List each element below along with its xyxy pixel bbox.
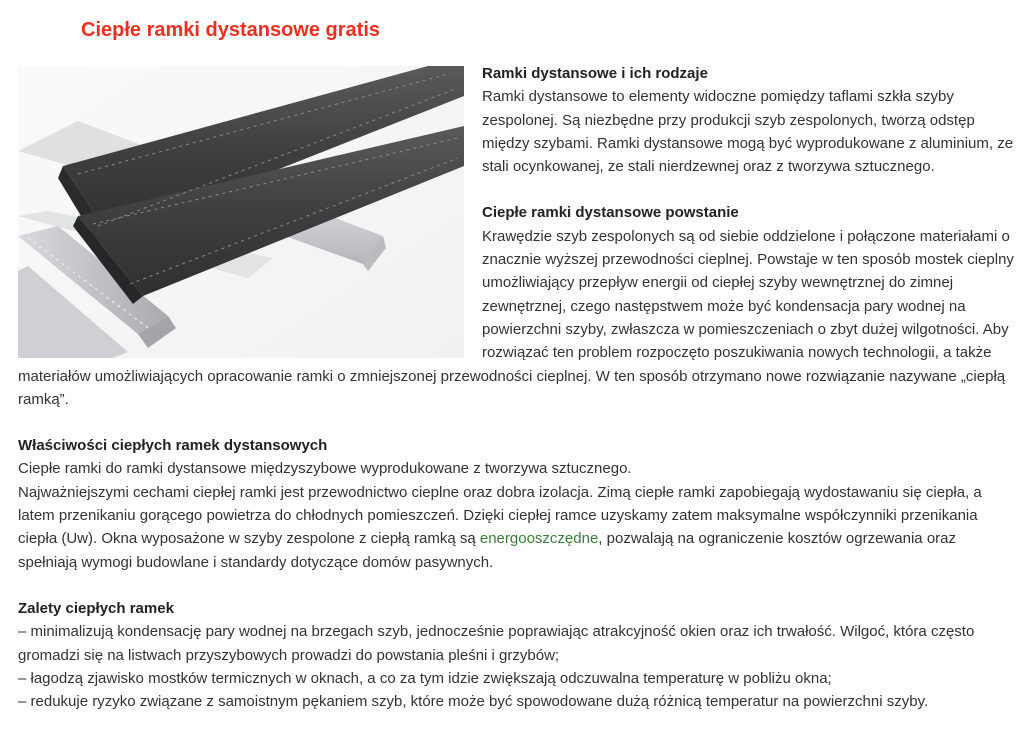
section-text: Krawędzie szyb zespolonych są od siebie oddzielone i połączone materiałami o znacznie wyższej przewodności cieplnej. Powstaje w ten sposób mostek cieplny umożliwiający przepływ energii od ciepłej szyby wewnętrznej do zimnej zewnętrznej, czego następstwem może być kondensacja pary wodnej na powierzchni szyby, zwłaszcza w pomieszczeniach o zbyt dużej wilgotności. Aby rozwiązać ten problem rozpoczęto poszukiwania nowych technologii, a także materiałów umożliwiających opracowanie ramki o zmniejszonej przewodności cieplnej. W ten sposób otrzymano nowe rozwiązanie nazywane „ciepłą ramką”.	[18, 227, 1014, 408]
warm-edge-spacer-bars-photo	[18, 66, 464, 358]
text-span: Najważniejszymi cechami ciepłej ramki jest przewodnictwo cieplne oraz dobra izolacja. Zimą ciepłe ramki zapobiegają wydostawaniu się ciepła, a latem przenikaniu gorącego powietrza do chłodnych pomieszczeń. Dzięki ciepłej ramce uzyskamy zatem maksymalne współczynniki przenikania ciepła (Uw). Okna wyposażone w szyby zespolone z ciepłą ramką są	[18, 483, 982, 548]
energy-saving-link[interactable]: energooszczędne	[479, 530, 599, 548]
list-item: – łagodzą zjawisko mostków termicznych w oknach, a co za tym idzie zwiększają odczuwalna temperaturę w pobliżu okna;	[18, 669, 832, 687]
section-advantages	[18, 597, 1018, 713]
article-content	[18, 62, 1018, 713]
section-heading: Ciepłe ramki dystansowe powstanie	[482, 204, 739, 222]
section-heading: Właściwości ciepłych ramek dystansowych	[18, 437, 328, 455]
product-image	[18, 62, 464, 362]
section-text: Ramki dystansowe to elementy widoczne pomiędzy taflami szkła szyby zespolonej. Są niezbędne przy produkcji szyb zespolonych, tworzą odstęp między szybami. Ramki dystansowe mogą być wyprodukowane z aluminium, ze stali ocynkowanej, ze stali nierdzewnej oraz z tworzywa sztucznego.	[482, 88, 1014, 176]
list-item: – minimalizują kondensację pary wodnej na brzegach szyb, jednocześnie poprawiając atrakcyjność okien oraz ich trwałość. Wilgoć, która często gromadzi się na listwach przyszybowych prowadzi do powstania pleśni i grzybów;	[18, 623, 975, 664]
page-title: Ciepłe ramki dystansowe gratis	[81, 19, 381, 41]
section-text: Ciepłe ramki do ramki dystansowe międzyszybowe wyprodukowane z tworzywa sztucznego.	[18, 460, 632, 478]
list-item: – redukuje ryzyko związane z samoistnym pękaniem szyb, które może być spowodowane dużą różnicą temperatur na powierzchni szyby.	[18, 693, 929, 711]
section-text	[18, 481, 1018, 574]
section-heading: Zalety ciepłych ramek	[18, 599, 174, 617]
section-properties	[18, 434, 1018, 574]
text-span: , pozwalają na ograniczenie kosztów ogrzewania oraz spełniają wymogi budowlane i standardy dotyczące domów pasywnych.	[18, 530, 956, 571]
section-heading: Ramki dystansowe i ich rodzaje	[482, 65, 708, 82]
